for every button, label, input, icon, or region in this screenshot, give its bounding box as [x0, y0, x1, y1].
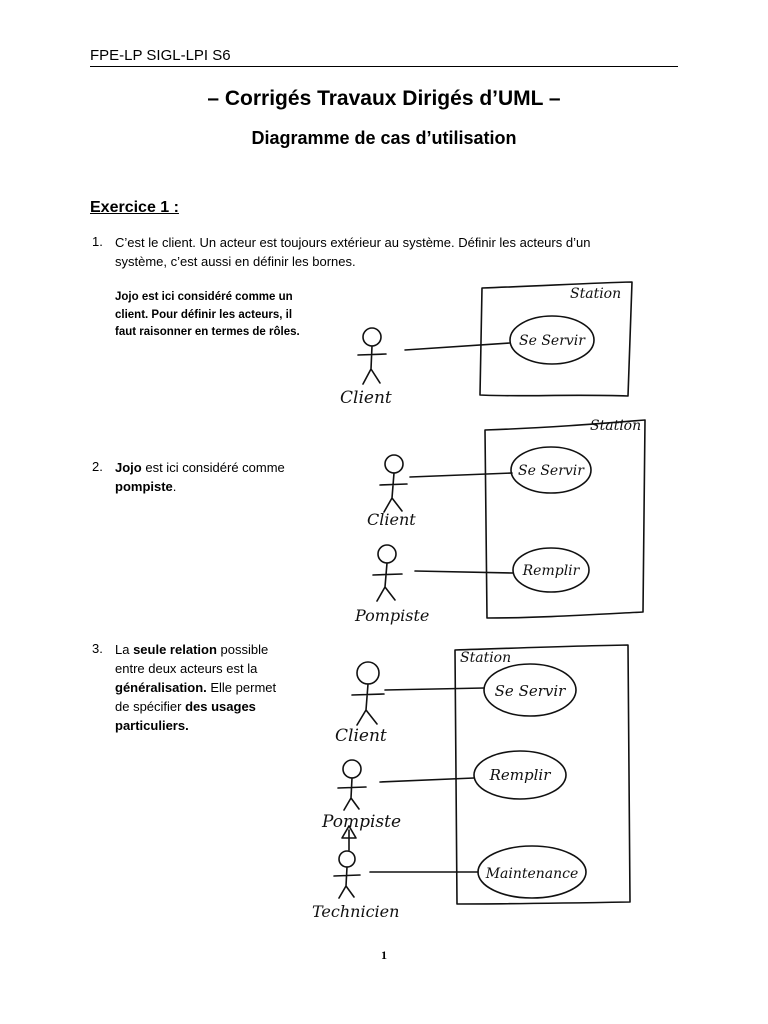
item-1-text [115, 233, 590, 271]
association-line-client [410, 473, 512, 477]
item-3-text-3: entre deux acteurs est la [115, 661, 258, 676]
use-case-label: Se Servir [519, 333, 585, 349]
page-header: FPE-LP SIGL-LPI S6 [90, 47, 231, 64]
item-2-text-1: est ici considéré comme [141, 460, 285, 475]
item-2-text-2: . [172, 479, 177, 494]
item-3-bold-3: des usages [185, 699, 256, 714]
system-label: Station [570, 286, 622, 302]
item-3-bold-1: seule relation [133, 642, 217, 657]
document-subtitle: Diagramme de cas d’utilisation [251, 128, 517, 148]
actor-label-technicien: Technicien [312, 902, 400, 921]
actor-label-client: Client [335, 726, 387, 746]
actor-label-client: Client [367, 510, 416, 529]
use-case-label-se-servir: Se Servir [518, 463, 584, 479]
item-3-text-1: La [115, 642, 134, 657]
use-case-diagram-2 [345, 412, 655, 632]
actor-figure-client [352, 662, 384, 725]
item-2-text [115, 458, 315, 496]
use-case-diagram-3 [310, 640, 640, 920]
item-2-number: 2. [92, 459, 103, 474]
use-case-label-maintenance: Maintenance [485, 866, 579, 882]
actor-figure-technicien [334, 851, 360, 898]
actor-label: Client [340, 388, 392, 408]
document-title: – Corrigés Travaux Dirigés d’UML – [207, 87, 561, 110]
actor-label-pompiste: Pompiste [355, 606, 430, 625]
item-1-note: Jojo est ici considéré comme un client. Pour définir les acteurs, il faut raisonner en termes de rôles. [115, 291, 300, 338]
item-1-line-1: C’est le client. Un acteur est toujours extérieur au système. Définir les acteurs d’un [115, 235, 591, 250]
association-line-pompiste [380, 778, 474, 782]
item-1-number: 1. [92, 234, 103, 249]
item-3-text-4: Elle permet [206, 680, 277, 695]
header-rule [90, 66, 678, 67]
exercise-heading: Exercice 1 : [90, 199, 179, 216]
association-line-pompiste [415, 571, 513, 573]
association-line [405, 343, 510, 350]
item-3-text [115, 640, 315, 735]
item-2-bold-jojo: Jojo [115, 460, 142, 475]
actor-figure-pompiste [338, 760, 366, 810]
actor-figure-pompiste [373, 545, 402, 601]
association-line-client [385, 688, 484, 690]
page-number: 1 [381, 948, 387, 962]
item-2-bold-pompiste: pompiste [115, 479, 173, 494]
use-case-label-remplir: Remplir [489, 766, 551, 784]
item-3-number: 3. [92, 641, 103, 656]
item-3-bold-2: généralisation. [115, 680, 207, 695]
item-3-bold-4: particuliers. [115, 718, 189, 733]
actor-figure-client [380, 455, 407, 512]
use-case-label-se-servir: Se Servir [494, 682, 566, 700]
use-case-diagram-1 [320, 270, 640, 415]
actor-label-pompiste: Pompiste [322, 812, 402, 832]
system-boundary [485, 420, 645, 618]
item-3-text-2: possible [216, 642, 269, 657]
system-label: Station [460, 650, 512, 666]
system-label: Station [590, 418, 642, 434]
item-1-line-2: système, c’est aussi en définir les bornes. [115, 254, 356, 269]
item-3-text-5: de spécifier [115, 699, 186, 714]
use-case-label-remplir: Remplir [522, 563, 580, 579]
actor-figure [358, 328, 386, 384]
